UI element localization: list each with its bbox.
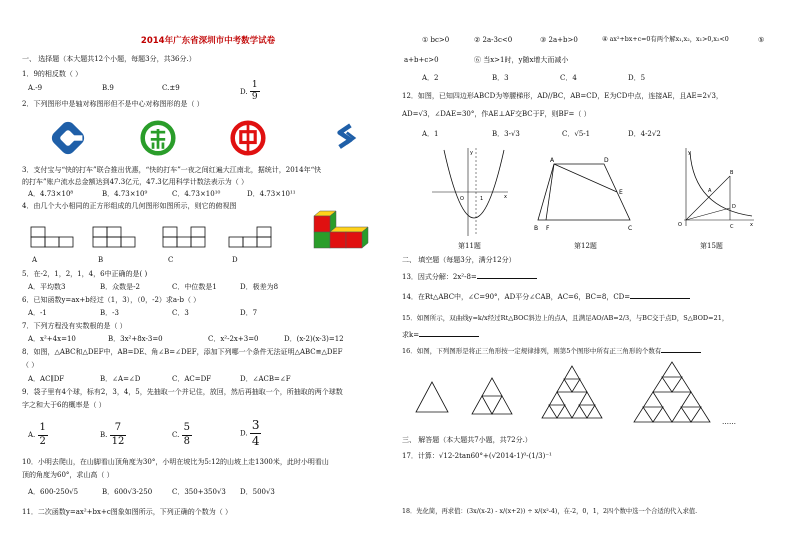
q14-text: 14．在Rt△ABC中，∠C=90°，AD平分∠CAB，AC=6，BC=8，CD= (402, 292, 690, 302)
q1-opt-c: C.±9 (162, 84, 180, 92)
q1-opt-b: B.9 (102, 84, 114, 92)
figure-15-caption: 第15题 (700, 242, 723, 250)
q1-opt-a: A.-9 (28, 84, 43, 92)
q3-text-2: 的打车”账户流水总金额达到47.3亿元，47.3亿用科学计数法表示为（ ） (22, 178, 248, 186)
q11-opt-d: D．5 (628, 74, 646, 82)
q2-text: 2．下列图形中是轴对称图形但不是中心对称图形的是（ ） (22, 100, 204, 108)
q4-label-b: B (98, 256, 104, 264)
svg-text:B: B (730, 170, 734, 176)
svg-text:A: A (708, 188, 712, 194)
section-2-heading: 二、 填空题（每题3分，满分12分） (402, 256, 516, 264)
q5-opt-a: A．平均数3 (28, 283, 66, 291)
q9-opt-a: A. $\frac{1}{2}$ (28, 422, 46, 447)
q6-text: 6．已知函数y=ax+b经过（1，3），（0，-2）求a-b（ ） (22, 296, 201, 304)
q11-cond-2: ② 2a-3c<0 (474, 36, 513, 44)
q12-text-1: 12．如图，已知四边形ABCD为等腰梯形，AD//BC，AB=CD，E为CD中点，连接AE，且AE=2√3， (402, 92, 723, 100)
q4-option-c-grid (162, 226, 206, 248)
q9-opt-c: C. $\frac{5}{8}$ (172, 422, 190, 447)
q5-opt-b: B．众数是-2 (100, 283, 140, 291)
q11-cond-3: ③ 2a+b>0 (540, 36, 578, 44)
q10-opt-d: D．500√3 (240, 488, 275, 496)
q2-logo-b-bank-icon (140, 120, 176, 156)
q11-cond-1: ① bc>0 (422, 36, 450, 44)
svg-text:O: O (460, 196, 464, 202)
q12-opt-a: A．1 (422, 130, 439, 138)
q6-opt-b: B．-3 (100, 309, 119, 317)
q16-ellipsis: …… (722, 418, 736, 426)
svg-text:D: D (732, 204, 736, 210)
q5-opt-c: C．中位数是1 (172, 283, 217, 291)
q11-cond-4: ④ ax²+bx+c=0有两个解x₁,x₂，x₁>0,x₂<0 (602, 36, 729, 43)
svg-text:y: y (470, 150, 473, 156)
svg-text:C: C (628, 225, 633, 232)
svg-text:F: F (546, 225, 550, 232)
svg-text:x: x (504, 194, 507, 200)
section-1-heading: 一、 选择题（本大题共12个小题，每题3分，共36分.） (22, 55, 196, 63)
q8-opt-b: B．∠A=∠D (100, 375, 141, 383)
q3-opt-c: C．4.73×10¹⁰ (172, 190, 221, 198)
q12-opt-c: C．√5-1 (562, 130, 591, 138)
q11-opt-b: B．3 (492, 74, 509, 82)
q4-label-a: A (32, 256, 38, 264)
q11-opt-c: C．4 (560, 74, 577, 82)
svg-text:O: O (678, 222, 682, 228)
svg-text:y: y (688, 150, 691, 156)
svg-text:E: E (619, 189, 623, 196)
left-column (22, 0, 394, 558)
right-column (402, 0, 774, 558)
figure-12-trapezoid (534, 154, 634, 234)
q9-opt-d: D. $\frac{3}{4}$ (240, 418, 260, 448)
q7-opt-b: B．3x²+8x-3=0 (108, 335, 163, 343)
q4-option-a-grid (30, 226, 74, 248)
q9-text-1: 9．袋子里有4个球，标有2，3，4，5，先抽取一个并记住，放回，然后再抽取一个，所抽取的两个球数 (22, 388, 343, 396)
svg-text:A: A (550, 157, 555, 164)
q18-text: 18．先化简，再求值：(3x/(x-2) - x/(x+2)) ÷ x/(x²-4)，在-2，0，1，2四个数中选一个合适的代入求值. (402, 508, 698, 515)
q17-text: 17．计算：√12-2tan60°+(√2014-1)⁰-(1/3)⁻¹ (402, 452, 552, 460)
q5-text: 5．在-2，1，2，1，4，6中正确的是( ) (22, 270, 148, 278)
q1-d-fraction: $\frac{1}{9}$ (251, 80, 258, 103)
svg-text:x: x (750, 222, 753, 228)
q10-text-2: 顶的角度为60°，求山高（ ） (22, 471, 114, 479)
svg-text:1: 1 (480, 196, 484, 202)
q8-opt-c: C．AC=DF (172, 375, 212, 383)
q16-triangle-pattern (402, 360, 774, 424)
q16-text: 16．如图，下列图形是将正三角形按一定规律排列，则第5个图形中所有正三角形的个数有 (402, 346, 701, 355)
q7-opt-c: C．x²-2x+3=0 (208, 335, 259, 343)
q10-opt-a: A．600-250√5 (28, 488, 79, 496)
q10-text-1: 10．小明去爬山，在山脚看山顶角度为30°，小明在坡比为5:12的山坡上走1300米，此时小明看山 (22, 458, 329, 466)
q6-opt-a: A．-1 (28, 309, 47, 317)
page-title: 2014年广东省深圳市中考数学试卷 (140, 36, 276, 46)
q11-cond-5-expr: a+b+c>0 (404, 56, 439, 64)
figure-11-parabola (430, 146, 510, 238)
q1-opt-d: D. $\frac{1}{9}$ (240, 80, 258, 103)
q11-text: 11．二次函数y=ax²+bx+c图象如图所示，下列正确的个数为（ ） (22, 508, 232, 516)
q6-opt-d: D．7 (240, 309, 258, 317)
q4-option-b-grid (92, 226, 136, 248)
q8-opt-a: A．AC∥DF (28, 375, 65, 383)
q3-opt-b: B．4.73×10⁹ (102, 190, 148, 198)
q15-text-2: 求k= (402, 330, 479, 340)
q4-label-c: C (168, 256, 174, 264)
q8-opt-d: D．∠ACB=∠F (240, 375, 291, 383)
figure-11-caption: 第11题 (458, 242, 481, 250)
q9-text-2: 字之和大于6的概率是（ ） (22, 401, 106, 409)
q4-text: 4．由几个大小相同的正方形组成的几何图形如图所示，则它的俯视图 (22, 202, 237, 210)
q2-logo-a-bank-icon (50, 120, 86, 156)
svg-text:B: B (534, 225, 539, 232)
q7-opt-a: A．x²+4x=10 (28, 335, 76, 343)
q3-opt-d: D．4.73×10¹¹ (247, 190, 296, 198)
q4-label-d: D (232, 256, 238, 264)
q5-opt-d: D．极差为8 (240, 283, 279, 291)
q13-text: 13．因式分解：2x²-8= (402, 272, 537, 282)
svg-text:C: C (730, 224, 734, 230)
q1-text: 1．9的相反数（ ） (22, 70, 83, 78)
q12-text-2: AD=√3，∠DAE=30°，作AE⊥AF交BC于F，则BF=（ ） (402, 110, 591, 118)
figure-12-caption: 第12题 (574, 242, 597, 250)
q4-cube-figure (308, 210, 370, 256)
q3-text-1: 3．支付宝与“快的打车”联合推出优惠，“快的打车”一夜之间红遍大江南北，据统计，2014年“快 (22, 166, 322, 174)
q2-logo-d-bank-icon (327, 120, 363, 156)
q10-opt-b: B．600√3-250 (102, 488, 153, 496)
q8-text-1: 8．如图，△ABC和△DEF中，AB=DE、角∠B=∠DEF，添加下列哪一个条件无法证明△ABC≌△DEF (22, 348, 343, 356)
q9-opt-b: B. $\frac{7}{12}$ (100, 422, 125, 447)
q2-logo-c-bank-icon (230, 120, 266, 156)
q4-option-d-grid (228, 226, 272, 248)
q12-opt-d: D．4-2√2 (628, 130, 661, 138)
svg-text:D: D (604, 157, 609, 164)
q6-opt-c: C．3 (172, 309, 189, 317)
q3-opt-a: A．4.73×10⁸ (28, 190, 74, 198)
q12-opt-b: B．3-√3 (492, 130, 520, 138)
q8-text-2: （ ） (22, 361, 39, 369)
q7-text: 7．下列方程没有实数根的是（ ） (22, 322, 127, 330)
q7-opt-d: D．(x-2)(x-3)=12 (284, 335, 344, 343)
section-3-heading: 三、 解答题（本大题共7小题，共72分.） (402, 436, 532, 444)
q11-cond-6: ⑥ 当x>1时，y随x增大而减小 (474, 56, 569, 64)
figure-15-hyperbola (674, 146, 756, 238)
q11-opt-a: A．2 (422, 74, 439, 82)
q15-text-1: 15．如图所示，双曲线y=k/x经过Rt△BOC斜边上的点A，且满足AO/AB=2/3，与BC交于点D，S△BOD=21， (402, 314, 729, 322)
q11-cond-5: ⑤ (758, 36, 765, 44)
q10-opt-c: C．350+350√3 (172, 488, 226, 496)
